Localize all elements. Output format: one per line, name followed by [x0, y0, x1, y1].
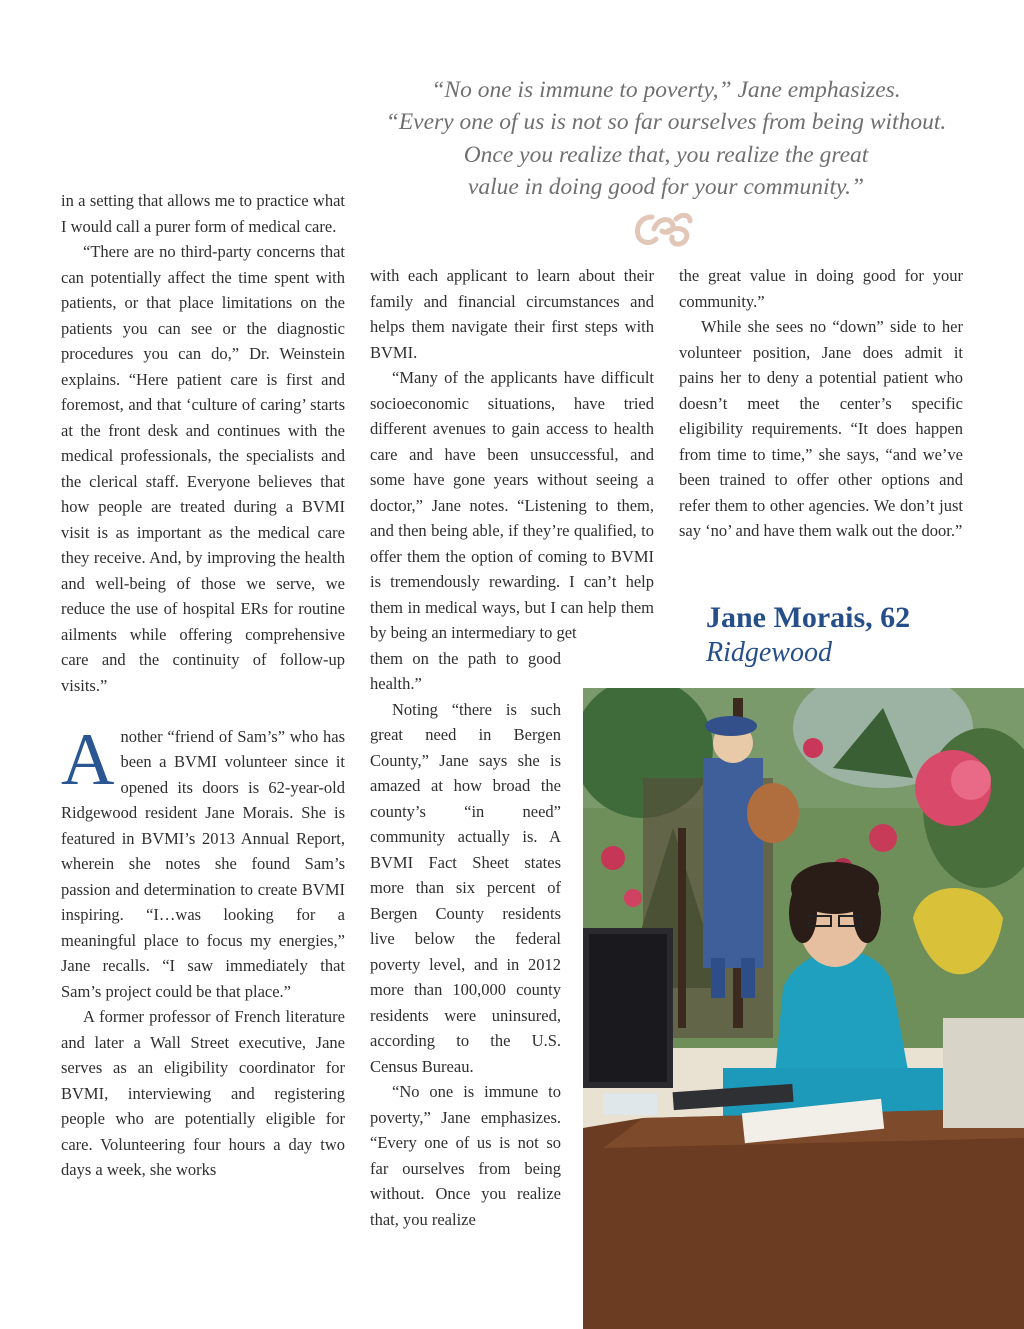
pull-quote-line: “No one is immune to poverty,” Jane emphasizes.	[431, 77, 901, 103]
pull-quote-line: value in doing good for your community.”	[467, 173, 865, 200]
article-column-1	[61, 188, 345, 1183]
paragraph-text: nother “friend of Sam’s” who has been a BVMI volunteer since it opened its doors is 62-year-old Ridgewood resident Jane Morais. She is featured in BVMI’s 2013 Annual Report, wherein she notes she found Sam’s passion and determination to create BVMI inspiring. “I…was looking for a meaningful place to focus my energies,” Jane recalls. “I saw immediately that Sam’s project could be that place.”	[61, 726, 345, 1001]
paragraph-with-dropcap	[61, 718, 345, 1005]
byline-place: Ridgewood	[706, 637, 832, 668]
article-column-3	[679, 263, 963, 544]
pull-quote	[360, 74, 972, 203]
paragraph: “Many of the applicants have difficult socioeconomic situations, have tried different avenues to gain access to health care and have been unsuccessful, and some have gone years without seeing a doctor,” Jane notes. “Listening to them, and then being able, if they’re qualified, to offer them the option of coming to BVMI is tremendously rewarding. I can’t help them in medical ways, but I can help them by being an intermediary to get	[370, 368, 654, 642]
profile-byline	[706, 600, 910, 670]
paragraph: “There are no third-party concerns that can potentially affect the time spent with patients, or that place limitations on the patients you can see or the diagnostic procedures you can do,” Dr. Weinstein explains. “Here patient care is first and foremost, and that ‘culture of caring’ starts at the front desk and continues with the medical professionals, the specialists and the clerical staff. Everyone believes that how people are treated during a BVMI visit is as important as the medical care they receive. And, by improving the health and well-being of those we serve, we reduce the use of hospital ERs for routine ailments while offering comprehensive care and the continuity of follow-up visits.”	[61, 242, 345, 695]
paragraph: them on the path to good health.”	[370, 648, 561, 693]
paragraph: the great value in doing good for your community.”	[679, 266, 963, 311]
pull-quote-line: Once you realize that, you realize the great	[463, 141, 869, 168]
pull-quote-line: “Every one of us is not so far ourselves from being without.	[385, 109, 947, 136]
portrait-photo	[583, 688, 1024, 1329]
paragraph: Noting “there is such great need in Bergen County,” Jane says she is amazed at how broad the county’s “in need” community actually is. A BVMI Fact Sheet states more than six percent of Bergen County residents live below the federal poverty level, and in 2012 more than 100,000 county residents were uninsured, according to the U.S. Census Bureau.	[370, 699, 561, 1076]
decorative-swash-icon	[632, 207, 694, 251]
paragraph: “No one is immune to poverty,” Jane emphasizes. “Every one of us is not so far ourselves from being without. Once you realize that, you realize	[370, 1082, 561, 1229]
paragraph: While she sees no “down” side to her volunteer position, Jane does admit it pains her to deny a potential patient who doesn’t meet the center’s specific eligibility requirements. “It does happen from time to time,” she says, “and we’ve been trained to offer other options and refer them to other agencies. We don’t just say ‘no’ and have them walk out the door.”	[679, 317, 963, 540]
dropcap: A	[61, 718, 115, 801]
narrow-text-block	[370, 646, 561, 1233]
paragraph: A former professor of French literature and later a Wall Street executive, Jane serves as an eligibility coordinator for BVMI, interviewing and registering people who are potentially eligible for care. Volunteering four hours a day two days a week, she works	[61, 1007, 345, 1179]
paragraph: in a setting that allows me to practice what I would call a purer form of medical care.	[61, 191, 345, 236]
paragraph: with each applicant to learn about their family and financial circumstances and helps them navigate their first steps with BVMI.	[370, 266, 654, 362]
byline-name: Jane Morais, 62	[706, 601, 911, 634]
